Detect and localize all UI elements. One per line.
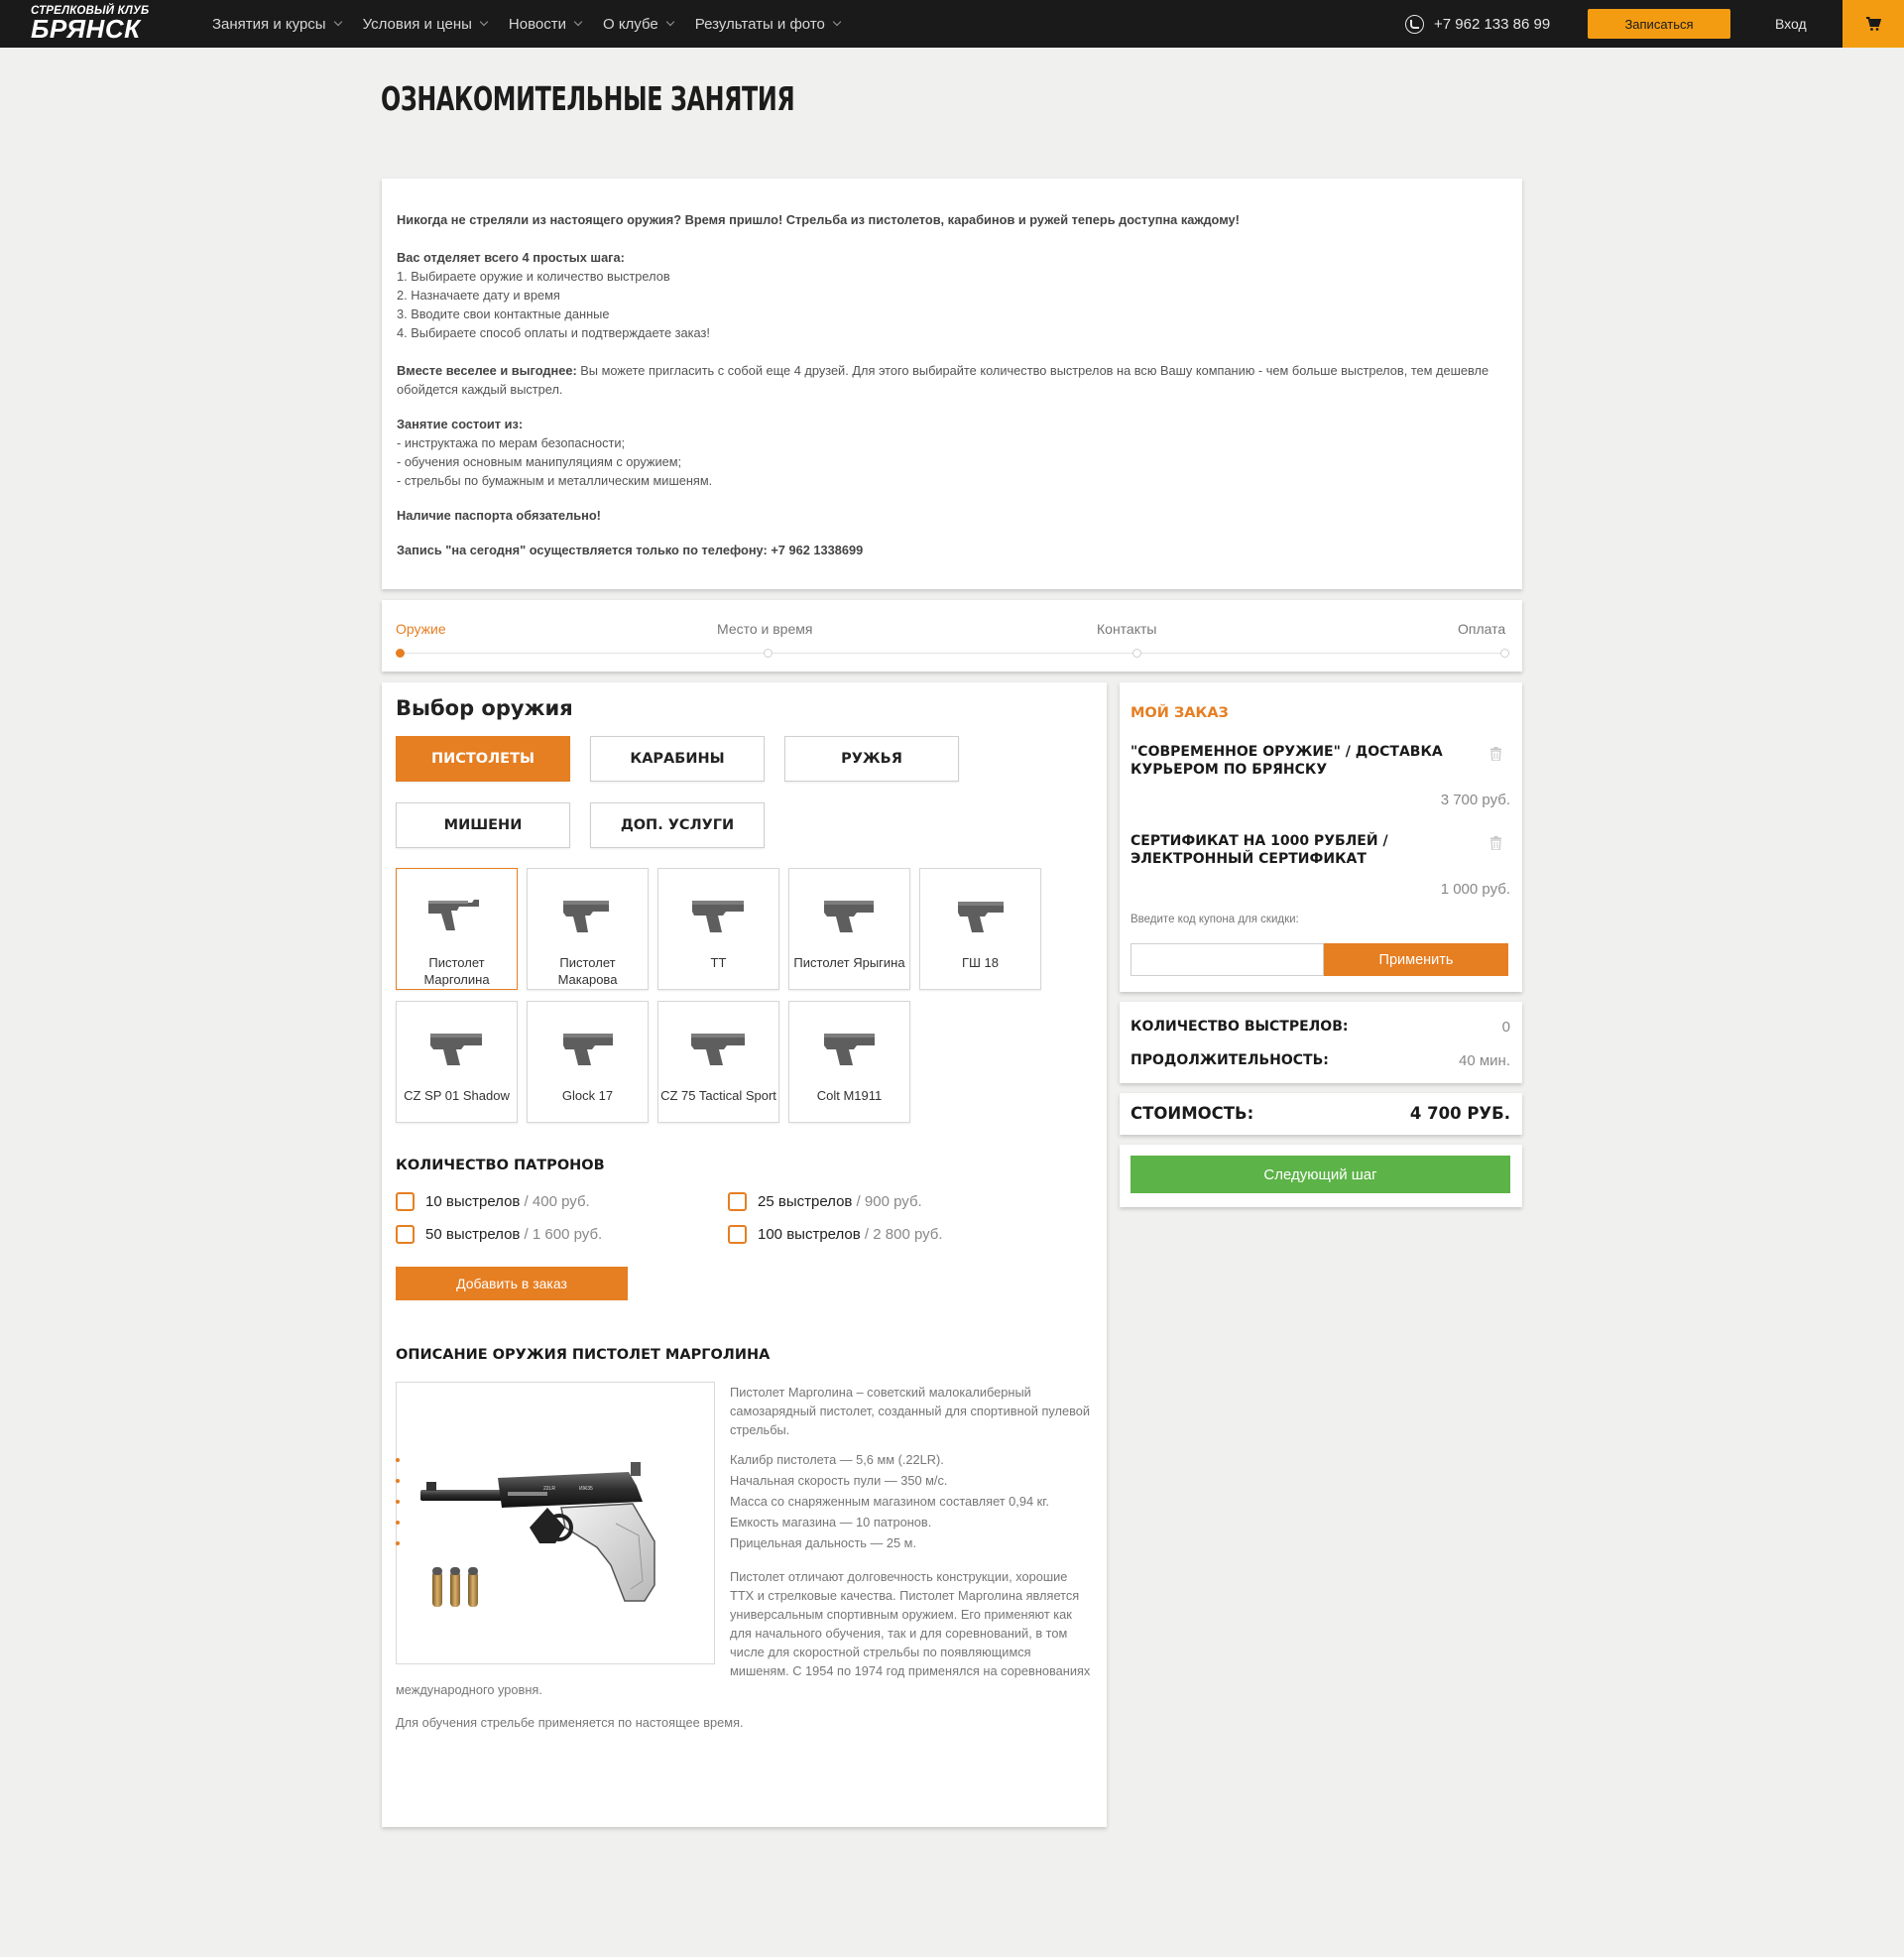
phone-icon — [1405, 15, 1424, 34]
gun-name: ГШ 18 — [961, 955, 1000, 970]
ammo-option-100[interactable]: 100 выстрелов / 2 800 руб. — [728, 1225, 943, 1244]
coupon-input[interactable] — [1130, 943, 1324, 976]
ammo-option-25[interactable]: 25 выстрелов / 900 руб. — [728, 1192, 922, 1211]
intro-step: 2. Назначаете дату и время — [397, 288, 560, 303]
shots-label: КОЛИЧЕСТВО ВЫСТРЕЛОВ: — [1130, 1019, 1349, 1035]
nav-label: Результаты и фото — [694, 15, 825, 33]
nav-label: О клубе — [602, 15, 658, 33]
steps-line — [399, 653, 1502, 654]
phone-link[interactable] — [1405, 0, 1550, 48]
spec-item: Прицельная дальность — 25 м. — [396, 1532, 1093, 1553]
logo-title: БРЯНСК — [31, 14, 141, 44]
ammo-price: 2 800 руб. — [873, 1226, 943, 1243]
weapon-description-title: ОПИСАНИЕ ОРУЖИЯ ПИСТОЛЕТ МАРГОЛИНА — [396, 1347, 771, 1363]
intro-consists-item: - стрельбы по бумажным и металлическим мишеням. — [397, 473, 713, 488]
order-item-name: СЕРТИФИКАТ НА 1000 РУБЛЕЙ / ЭЛЕКТРОННЫЙ СЕРТИФИКАТ — [1130, 833, 1388, 867]
intro-consists-title-text: Занятие состоит из: — [397, 417, 524, 431]
ammo-checkbox[interactable] — [396, 1192, 415, 1211]
intro-step: 3. Вводите свои контактные данные — [397, 306, 610, 321]
nav-item-prices[interactable] — [363, 16, 487, 33]
category-shotguns[interactable]: РУЖЬЯ — [784, 736, 959, 782]
intro-consists-item: - обучения основным манипуляциям с оружием; — [397, 454, 682, 469]
apply-coupon-button[interactable]: Применить — [1324, 943, 1508, 976]
ammo-option-10[interactable]: 10 выстрелов / 400 руб. — [396, 1192, 590, 1211]
pistol-icon — [819, 895, 881, 936]
gun-name: Glock 17 — [561, 1088, 614, 1103]
model-code-text: ИЖ35 — [579, 1486, 593, 1492]
order-item-price: 1 000 руб. — [1440, 881, 1510, 898]
chevron-down-icon — [333, 18, 341, 26]
step-contacts[interactable]: Контакты — [1097, 621, 1157, 637]
phone-number: +7 962 133 86 99 — [1434, 15, 1551, 33]
gun-tile-colt1911[interactable] — [788, 1001, 910, 1123]
ammo-price: 400 руб. — [532, 1193, 590, 1210]
specs-list — [396, 1449, 1093, 1553]
pistol-icon — [557, 895, 619, 936]
ammo-label: 50 выстрелов — [425, 1226, 521, 1243]
nav-item-courses[interactable] — [212, 16, 341, 33]
shots-row — [1130, 1019, 1510, 1036]
trash-icon[interactable] — [1490, 836, 1501, 850]
chevron-down-icon — [574, 18, 582, 26]
spec-item: Калибр пистолета — 5,6 мм (.22LR). — [396, 1449, 1093, 1470]
login-link[interactable]: Вход — [1775, 16, 1807, 32]
spec-item: Емкость магазина — 10 патронов. — [396, 1512, 1093, 1532]
step-place-time[interactable]: Место и время — [717, 621, 813, 637]
pistol-icon — [688, 1028, 750, 1069]
signup-button[interactable]: Записаться — [1588, 9, 1730, 39]
ammo-price: 1 600 руб. — [532, 1226, 603, 1243]
ammo-price: 900 руб. — [864, 1193, 922, 1210]
intro-steps-title — [397, 248, 1507, 267]
add-to-order-button[interactable]: Добавить в заказ — [396, 1267, 628, 1300]
gun-name: CZ 75 Tactical Sport — [660, 1088, 776, 1103]
gun-tile-cz75[interactable] — [657, 1001, 779, 1123]
description-body: Пистолет отличают долговечность конструкции, хорошие ТТХ и стрелковые качества. Пистолет Марголина является универсальным спортивным оружием. Его применяют как для начального обучения, так и для соревнований, в том числе для скоростной стрельбы по появляющимся мишеням. С 1954 по 1974 год применялся на соревнованиях международного уровня. — [396, 1569, 1091, 1697]
cart-icon — [1865, 16, 1881, 32]
order-title: МОЙ ЗАКАЗ — [1130, 705, 1229, 721]
gun-tile-gsh18[interactable] — [919, 868, 1041, 990]
top-navbar — [0, 0, 1904, 48]
ammo-option-50[interactable]: 50 выстрелов / 1 600 руб. — [396, 1225, 602, 1244]
trash-icon[interactable] — [1490, 747, 1501, 761]
intro-consists-title — [397, 415, 1507, 433]
description-intro: Пистолет Марголина – советский малокалиберный самозарядный пистолет, созданный для спортивной пулевой стрельбы. — [730, 1385, 1091, 1437]
pistol-icon — [819, 1028, 881, 1069]
gun-tile-cz-sp01[interactable] — [396, 1001, 518, 1123]
nav-label: Занятия и курсы — [212, 15, 326, 33]
cart-button[interactable] — [1843, 0, 1904, 48]
step-dot-contacts — [1132, 649, 1141, 658]
pistol-icon — [426, 1028, 488, 1069]
pistol-icon — [688, 895, 750, 936]
nav-item-results[interactable] — [695, 16, 840, 33]
ammo-checkbox[interactable] — [396, 1225, 415, 1244]
nav-label: Условия и цены — [362, 15, 472, 33]
intro-passport-text: Наличие паспорта обязательно! — [397, 508, 601, 523]
order-item-price: 3 700 руб. — [1440, 792, 1510, 808]
step-payment[interactable]: Оплата — [1458, 621, 1506, 637]
category-extras[interactable]: ДОП. УСЛУГИ — [590, 802, 765, 848]
gun-tile-margolin[interactable] — [396, 868, 518, 990]
category-pistols[interactable]: ПИСТОЛЕТЫ — [396, 736, 570, 782]
weapon-selection-panel — [382, 682, 1107, 1827]
spec-item: Начальная скорость пули — 350 м/с. — [396, 1470, 1093, 1491]
club-logo[interactable] — [31, 5, 165, 43]
step-dot-payment — [1500, 649, 1509, 658]
intro-lead-text: Никогда не стреляли из настоящего оружия? Время пришло! Стрельба из пистолетов, карабинов и ружей теперь доступна каждому! — [397, 212, 1240, 227]
intro-step: 4. Выбираете способ оплаты и подтверждаете заказ! — [397, 325, 710, 340]
intro-card — [382, 179, 1522, 589]
duration-label: ПРОДОЛЖИТЕЛЬНОСТЬ: — [1130, 1052, 1329, 1068]
ammo-label: 10 выстрелов — [425, 1193, 521, 1210]
intro-friends — [397, 361, 1507, 399]
weapon-description — [396, 1383, 1093, 1732]
total-value: 4 700 РУБ. — [1409, 1104, 1510, 1123]
description-end: Для обучения стрельбе применяется по настоящее время. — [396, 1715, 744, 1730]
pistol-icon — [426, 895, 488, 936]
step-weapon[interactable]: Оружие — [396, 621, 446, 637]
gun-name: ТТ — [710, 955, 727, 970]
spec-item: Масса со снаряженным магазином составляет 0,94 кг. — [396, 1491, 1093, 1512]
ammo-label: 100 выстрелов — [758, 1226, 861, 1243]
shots-value: 0 — [1501, 1019, 1510, 1036]
duration-row — [1130, 1052, 1510, 1069]
nav-label: Новости — [508, 15, 566, 33]
gun-name: Пистолет Марголина — [423, 955, 490, 987]
gun-tile-tt[interactable] — [657, 868, 779, 990]
steps-bar — [382, 600, 1522, 672]
pistol-icon — [950, 895, 1012, 936]
gun-name: Пистолет Ярыгина — [793, 955, 905, 970]
intro-friends-text: Вы можете пригласить с собой еще 4 друзей. Для этого выбирайте количество выстрелов на всю Вашу компанию - чем больше выстрелов, тем дешевле обойдется каждый выстрел. — [397, 363, 1489, 397]
intro-today — [397, 541, 1507, 559]
intro-today-text: Запись "на сегодня" осуществляется только по телефону: +7 962 1338699 — [397, 543, 864, 557]
next-step-button[interactable]: Следующий шаг — [1130, 1156, 1510, 1193]
intro-passport — [397, 506, 1507, 525]
pistol-icon — [557, 1028, 619, 1069]
category-carbines[interactable]: КАРАБИНЫ — [590, 736, 765, 782]
chevron-down-icon — [666, 18, 674, 26]
intro-steps-title-text: Вас отделяет всего 4 простых шага: — [397, 250, 625, 265]
duration-value: 40 мин. — [1459, 1052, 1510, 1069]
nav-item-about[interactable] — [603, 16, 673, 33]
ammo-checkbox[interactable] — [728, 1225, 747, 1244]
chevron-down-icon — [480, 18, 488, 26]
gun-name: Colt M1911 — [816, 1088, 883, 1103]
ammo-title: КОЛИЧЕСТВО ПАТРОНОВ — [396, 1158, 605, 1173]
intro-friends-bold: Вместе веселее и выгоднее: — [397, 363, 577, 378]
gun-tile-yarygin[interactable] — [788, 868, 910, 990]
order-stats — [1120, 1002, 1522, 1083]
intro-consists-item: - инструктажа по мерам безопасности; — [397, 435, 626, 450]
my-order-panel — [1120, 682, 1522, 992]
step-dot-weapon — [396, 649, 405, 658]
coupon-label: Введите код купона для скидки: — [1130, 914, 1299, 925]
chevron-down-icon — [833, 18, 841, 26]
next-step-card — [1120, 1145, 1522, 1207]
logo-subtitle: СТРЕЛКОВЫЙ КЛУБ — [31, 5, 150, 17]
total-label: СТОИМОСТЬ: — [1130, 1104, 1254, 1123]
gun-name: Пистолет Макарова — [557, 955, 618, 987]
ammo-checkbox[interactable] — [728, 1192, 747, 1211]
order-total — [1120, 1093, 1522, 1135]
weapon-section-title: Выбор оружия — [396, 696, 573, 720]
gun-tile-makarov[interactable] — [527, 868, 649, 990]
gun-tile-glock17[interactable] — [527, 1001, 649, 1123]
intro-lead — [397, 210, 1507, 229]
step-dot-place-time — [764, 649, 773, 658]
ammo-label: 25 выстрелов — [758, 1193, 853, 1210]
gun-name: CZ SP 01 Shadow — [404, 1088, 510, 1103]
intro-step: 1. Выбираете оружие и количество выстрелов — [397, 269, 670, 284]
page-title: ОЗНАКОМИТЕЛЬНЫЕ ЗАНЯТИЯ — [381, 79, 795, 118]
order-item-name: "СОВРЕМЕННОЕ ОРУЖИЕ" / ДОСТАВКА КУРЬЕРОМ ПО БРЯНСКУ — [1130, 744, 1443, 778]
engraving-text: 22LR — [543, 1486, 555, 1492]
main-nav — [212, 0, 862, 48]
nav-item-news[interactable] — [509, 16, 581, 33]
category-targets[interactable]: МИШЕНИ — [396, 802, 570, 848]
